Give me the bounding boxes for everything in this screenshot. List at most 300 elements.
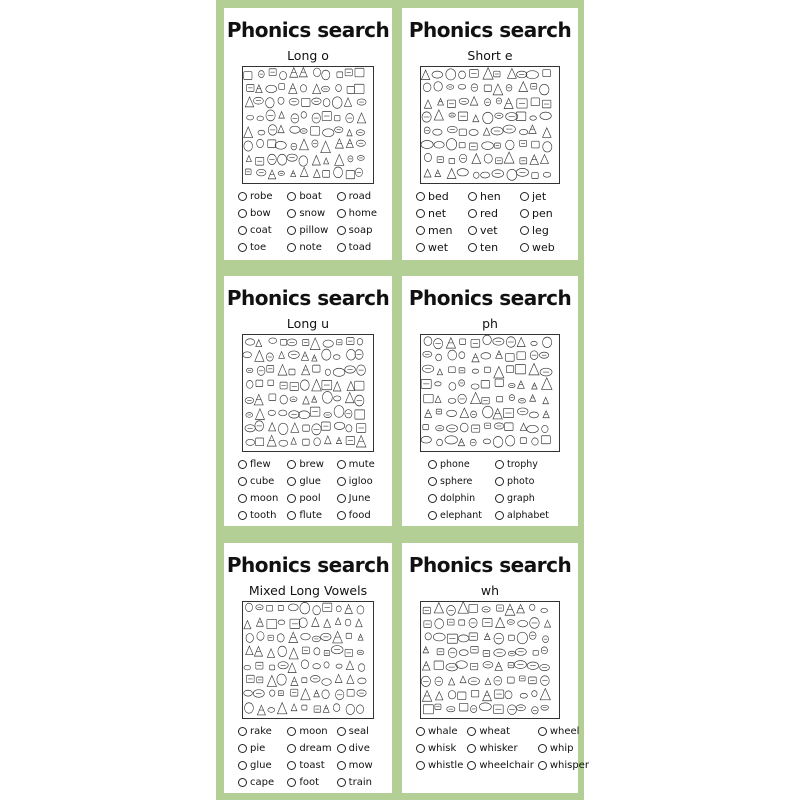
word-label: flew (250, 458, 271, 470)
clipart-picture (245, 339, 254, 345)
word-item (238, 207, 283, 219)
clipart-picture (246, 634, 253, 643)
worksheet-subtitle: Short e (467, 48, 513, 63)
word-item (428, 475, 491, 487)
worksheet-card (224, 8, 392, 260)
word-item (416, 241, 464, 253)
clipart-picture (279, 410, 287, 416)
checkbox-circle[interactable] (416, 226, 425, 235)
clipart-picture (425, 633, 431, 640)
checkbox-circle[interactable] (428, 460, 437, 469)
clipart-picture (532, 691, 537, 697)
clipart-picture (459, 650, 468, 656)
word-label: pillow (299, 224, 329, 236)
clipart-picture (529, 363, 539, 374)
word-list (416, 725, 589, 771)
word-item (468, 224, 516, 236)
word-label: robe (250, 190, 273, 202)
clipart-picture (323, 340, 333, 347)
checkbox-circle[interactable] (287, 778, 296, 787)
checkbox-circle[interactable] (337, 511, 346, 520)
clipart-picture (270, 665, 275, 670)
clipart-picture (345, 392, 354, 402)
clipart-picture (244, 690, 253, 696)
clipart-picture (333, 368, 345, 376)
word-label: toast (299, 759, 325, 771)
clipart-picture (267, 619, 277, 628)
clipart-picture (244, 620, 251, 628)
clipart-picture (336, 664, 342, 668)
checkbox-circle[interactable] (538, 761, 547, 770)
word-item (416, 742, 463, 754)
clipart-picture (244, 127, 253, 138)
checkbox-circle[interactable] (287, 511, 296, 520)
checkbox-circle[interactable] (468, 226, 477, 235)
clipart-picture (298, 411, 309, 419)
checkbox-circle[interactable] (238, 460, 247, 469)
checkbox-circle[interactable] (337, 460, 346, 469)
clipart-picture (436, 354, 442, 361)
clipart-picture (279, 84, 285, 90)
clipart-picture (543, 397, 549, 403)
clipart-picture (432, 71, 443, 78)
word-label: men (428, 223, 453, 237)
clipart-picture (267, 649, 274, 658)
clipart-picture (544, 620, 550, 627)
word-item (520, 224, 568, 236)
checkbox-circle[interactable] (238, 209, 247, 218)
clipart-picture (448, 691, 455, 699)
clipart-picture (526, 71, 538, 79)
worksheet-card (402, 8, 578, 260)
checkbox-circle[interactable] (238, 477, 247, 486)
word-item (238, 190, 283, 202)
checkbox-circle[interactable] (520, 243, 529, 252)
word-label: snow (299, 207, 326, 219)
checkbox-circle[interactable] (416, 761, 425, 770)
clipart-picture (434, 603, 443, 613)
word-label: cape (250, 776, 275, 788)
checkbox-circle[interactable] (467, 761, 476, 770)
clipart-picture (346, 633, 351, 638)
clipart-picture (482, 142, 494, 150)
word-label: seal (348, 725, 369, 737)
checkbox-circle[interactable] (416, 243, 425, 252)
checkbox-circle[interactable] (287, 460, 296, 469)
clipart-picture (460, 676, 466, 683)
checkbox-circle[interactable] (238, 243, 247, 252)
clipart-picture (279, 440, 288, 446)
clipart-picture (520, 438, 526, 444)
word-label: train (348, 776, 372, 788)
clipart-picture (257, 116, 264, 121)
clipart-picture (334, 422, 345, 429)
checkbox-circle[interactable] (337, 778, 346, 787)
clipart-picture (278, 154, 287, 165)
checkbox-circle[interactable] (495, 511, 504, 520)
checkbox-circle[interactable] (287, 243, 296, 252)
clipart-picture (291, 438, 296, 444)
word-item (287, 458, 332, 470)
clipart-picture (302, 705, 307, 710)
clipart-picture (280, 395, 287, 404)
clipart-picture (509, 635, 515, 640)
clipart-picture (301, 689, 310, 700)
clipart-picture (448, 350, 457, 360)
word-label: net (428, 206, 447, 220)
clipart-illustration (243, 335, 373, 451)
checkbox-circle[interactable] (287, 727, 296, 736)
clipart-picture (435, 382, 441, 386)
clipart-picture (469, 129, 478, 135)
clipart-picture (291, 423, 299, 432)
word-label: alphabet (507, 509, 549, 521)
clipart-picture (504, 152, 514, 163)
clipart-picture (323, 129, 334, 137)
word-label: dream (299, 742, 332, 754)
clipart-picture (518, 620, 528, 627)
clipart-picture (275, 141, 286, 149)
worksheet-title: Phonics search (226, 286, 390, 310)
checkbox-circle[interactable] (520, 192, 529, 201)
clipart-picture (323, 99, 330, 107)
clipart-picture (267, 605, 273, 611)
checkbox-circle[interactable] (416, 744, 425, 753)
checkbox-circle[interactable] (538, 744, 547, 753)
word-item (337, 759, 382, 771)
worksheet-title: Phonics search (408, 553, 572, 577)
clipart-picture (323, 171, 330, 178)
worksheet-title: Phonics search (408, 286, 572, 310)
word-label: rake (250, 725, 272, 737)
clipart-picture (335, 674, 342, 682)
clipart-picture (278, 97, 284, 104)
clipart-picture (266, 85, 277, 93)
checkbox-circle[interactable] (287, 226, 296, 235)
clipart-picture (267, 675, 276, 686)
clipart-picture (540, 112, 551, 119)
clipart-picture (460, 423, 468, 432)
word-label: June (348, 492, 371, 504)
clipart-illustration (243, 602, 373, 718)
checkbox-circle[interactable] (337, 494, 346, 503)
clipart-picture (543, 70, 551, 77)
clipart-picture (279, 112, 285, 119)
word-label: igloo (348, 475, 373, 487)
clipart-picture (458, 602, 468, 614)
clipart-picture (299, 618, 307, 628)
clipart-picture (471, 384, 479, 389)
word-item (337, 776, 382, 788)
clipart-picture (277, 674, 286, 685)
word-item (337, 458, 382, 470)
worksheet-title: Phonics search (408, 18, 572, 42)
clipart-picture (434, 82, 442, 91)
word-item (495, 475, 558, 487)
clipart-picture (311, 127, 320, 135)
clipart-picture (277, 634, 284, 642)
clipart-picture (459, 142, 465, 147)
checkbox-circle[interactable] (468, 192, 477, 201)
word-item (238, 742, 283, 754)
checkbox-circle[interactable] (238, 494, 247, 503)
clipart-picture (244, 72, 252, 80)
clipart-picture (493, 436, 503, 447)
clipart-picture (520, 693, 527, 698)
clipart-picture (433, 633, 445, 641)
clipart-picture (507, 68, 516, 78)
search-picture-area (242, 66, 374, 184)
clipart-picture (434, 110, 443, 120)
checkbox-circle[interactable] (337, 744, 346, 753)
worksheet-card (224, 276, 392, 526)
clipart-picture (445, 436, 458, 444)
clipart-picture (437, 369, 442, 375)
checkbox-circle[interactable] (538, 727, 547, 736)
clipart-picture (346, 425, 352, 432)
clipart-picture (313, 365, 320, 372)
clipart-picture (447, 410, 457, 416)
checkbox-circle[interactable] (337, 226, 346, 235)
checkbox-circle[interactable] (416, 727, 425, 736)
clipart-picture (303, 396, 310, 404)
word-item (467, 759, 533, 771)
word-item (287, 190, 332, 202)
clipart-picture (347, 690, 354, 697)
clipart-picture (278, 606, 283, 611)
clipart-picture (531, 98, 540, 106)
clipart-picture (424, 394, 433, 402)
checkbox-circle[interactable] (337, 477, 346, 486)
clipart-picture (337, 72, 343, 78)
word-label: pen (532, 206, 553, 220)
checkbox-circle[interactable] (416, 192, 425, 201)
checkbox-circle[interactable] (337, 727, 346, 736)
word-label: foot (299, 776, 320, 788)
clipart-picture (357, 606, 364, 614)
word-item (238, 759, 283, 771)
checkbox-circle[interactable] (428, 511, 437, 520)
word-item (337, 241, 382, 253)
clipart-picture (266, 98, 275, 108)
checkbox-circle[interactable] (287, 494, 296, 503)
word-item (238, 241, 283, 253)
word-item (337, 224, 382, 236)
word-label: home (348, 207, 378, 219)
clipart-picture (245, 97, 253, 107)
word-label: mute (348, 458, 375, 470)
clipart-picture (325, 369, 330, 375)
word-label: jet (532, 189, 547, 203)
clipart-picture (324, 619, 331, 627)
clipart-picture (333, 704, 340, 712)
checkbox-circle[interactable] (428, 477, 437, 486)
clipart-picture (325, 436, 332, 444)
clipart-picture (335, 618, 340, 624)
clipart-picture (313, 84, 321, 94)
word-item (337, 725, 382, 737)
clipart-picture (357, 113, 365, 123)
clipart-picture (456, 661, 468, 669)
search-picture-area (420, 601, 560, 719)
clipart-picture (244, 665, 251, 670)
checkbox-circle[interactable] (238, 761, 247, 770)
clipart-picture (244, 141, 253, 151)
clipart-picture (289, 648, 298, 659)
clipart-picture (269, 423, 276, 431)
clipart-picture (449, 367, 456, 373)
word-label: toad (348, 241, 372, 253)
clipart-picture (299, 156, 308, 166)
clipart-picture (313, 169, 320, 177)
checkbox-circle[interactable] (337, 243, 346, 252)
word-item (468, 190, 516, 202)
clipart-picture (458, 84, 465, 89)
clipart-picture (495, 379, 503, 386)
checkbox-circle[interactable] (520, 226, 529, 235)
checkbox-circle[interactable] (467, 727, 476, 736)
clipart-picture (448, 398, 456, 403)
checkbox-circle[interactable] (337, 209, 346, 218)
clipart-picture (424, 153, 431, 161)
word-item (238, 224, 283, 236)
checkbox-circle[interactable] (520, 209, 529, 218)
clipart-picture (471, 690, 478, 697)
checkbox-circle[interactable] (287, 209, 296, 218)
clipart-picture (435, 396, 441, 403)
worksheet-subtitle: Mixed Long Vowels (248, 583, 368, 598)
word-item (287, 742, 332, 754)
word-item (467, 742, 533, 754)
checkbox-circle[interactable] (428, 494, 437, 503)
checkbox-circle[interactable] (287, 744, 296, 753)
checkbox-circle[interactable] (287, 761, 296, 770)
clipart-picture (354, 84, 364, 93)
clipart-picture (346, 171, 355, 179)
word-list (238, 190, 382, 253)
checkbox-circle[interactable] (287, 477, 296, 486)
word-label: boat (299, 190, 322, 202)
clipart-picture (483, 112, 493, 123)
checkbox-circle[interactable] (495, 494, 504, 503)
checkbox-circle[interactable] (468, 243, 477, 252)
clipart-picture (460, 408, 469, 418)
clipart-picture (246, 381, 253, 389)
clipart-picture (469, 604, 478, 612)
word-item (520, 190, 568, 202)
clipart-picture (496, 618, 505, 628)
clipart-picture (506, 140, 515, 150)
word-label: whisper (549, 759, 589, 771)
worksheet-card (402, 276, 578, 526)
clipart-picture (472, 154, 481, 164)
clipart-picture (520, 423, 526, 430)
clipart-picture (483, 439, 490, 444)
clipart-picture (483, 68, 493, 79)
clipart-picture (322, 349, 331, 360)
clipart-picture (543, 128, 552, 138)
word-list (238, 458, 382, 521)
clipart-picture (246, 156, 251, 162)
checkbox-circle[interactable] (238, 226, 247, 235)
word-item (520, 207, 568, 219)
clipart-picture (347, 130, 352, 136)
clipart-picture (505, 691, 512, 699)
clipart-picture (484, 367, 490, 372)
word-label: wheelchair (479, 759, 534, 771)
clipart-picture (459, 620, 465, 625)
clipart-picture (314, 648, 320, 655)
word-item (287, 776, 332, 788)
clipart-picture (322, 392, 332, 404)
clipart-picture (312, 155, 320, 165)
word-label: bow (250, 207, 271, 219)
clipart-picture (494, 367, 504, 378)
clipart-picture (358, 678, 366, 684)
clipart-picture (459, 129, 466, 135)
clipart-picture (355, 381, 364, 390)
clipart-picture (278, 364, 287, 375)
clipart-picture (484, 85, 491, 91)
checkbox-circle[interactable] (238, 192, 247, 201)
clipart-picture (506, 354, 515, 362)
clipart-picture (334, 396, 341, 401)
clipart-picture (300, 85, 306, 92)
clipart-picture (515, 365, 525, 374)
word-label: mow (348, 759, 373, 771)
word-item (238, 475, 283, 487)
clipart-illustration (421, 335, 559, 451)
checkbox-circle[interactable] (337, 192, 346, 201)
checkbox-circle[interactable] (416, 209, 425, 218)
word-label: graph (507, 492, 535, 504)
clipart-picture (312, 379, 322, 390)
clipart-picture (314, 438, 321, 446)
clipart-picture (313, 606, 321, 615)
clipart-picture (255, 409, 264, 420)
clipart-picture (334, 406, 344, 418)
checkbox-circle[interactable] (495, 460, 504, 469)
clipart-picture (481, 380, 489, 388)
checkbox-circle[interactable] (468, 209, 477, 218)
word-item (495, 492, 558, 504)
clipart-picture (268, 140, 276, 148)
clipart-picture (277, 703, 286, 714)
clipart-picture (473, 172, 479, 178)
checkbox-circle[interactable] (495, 477, 504, 486)
clipart-picture (281, 339, 287, 345)
checkbox-circle[interactable] (337, 761, 346, 770)
word-label: trophy (507, 458, 538, 470)
clipart-picture (346, 661, 353, 670)
clipart-picture (356, 619, 363, 627)
checkbox-circle[interactable] (238, 511, 247, 520)
word-item (238, 776, 283, 788)
checkbox-circle[interactable] (287, 192, 296, 201)
clipart-picture (310, 338, 320, 350)
clipart-picture (255, 350, 264, 361)
checkbox-circle[interactable] (238, 727, 247, 736)
clipart-picture (355, 410, 365, 419)
word-label: leg (532, 223, 549, 237)
search-picture-area (420, 66, 560, 184)
checkbox-circle[interactable] (238, 744, 247, 753)
clipart-picture (302, 98, 310, 106)
clipart-picture (356, 705, 363, 714)
word-label: whisker (479, 742, 518, 754)
checkbox-circle[interactable] (467, 744, 476, 753)
checkbox-circle[interactable] (238, 778, 247, 787)
